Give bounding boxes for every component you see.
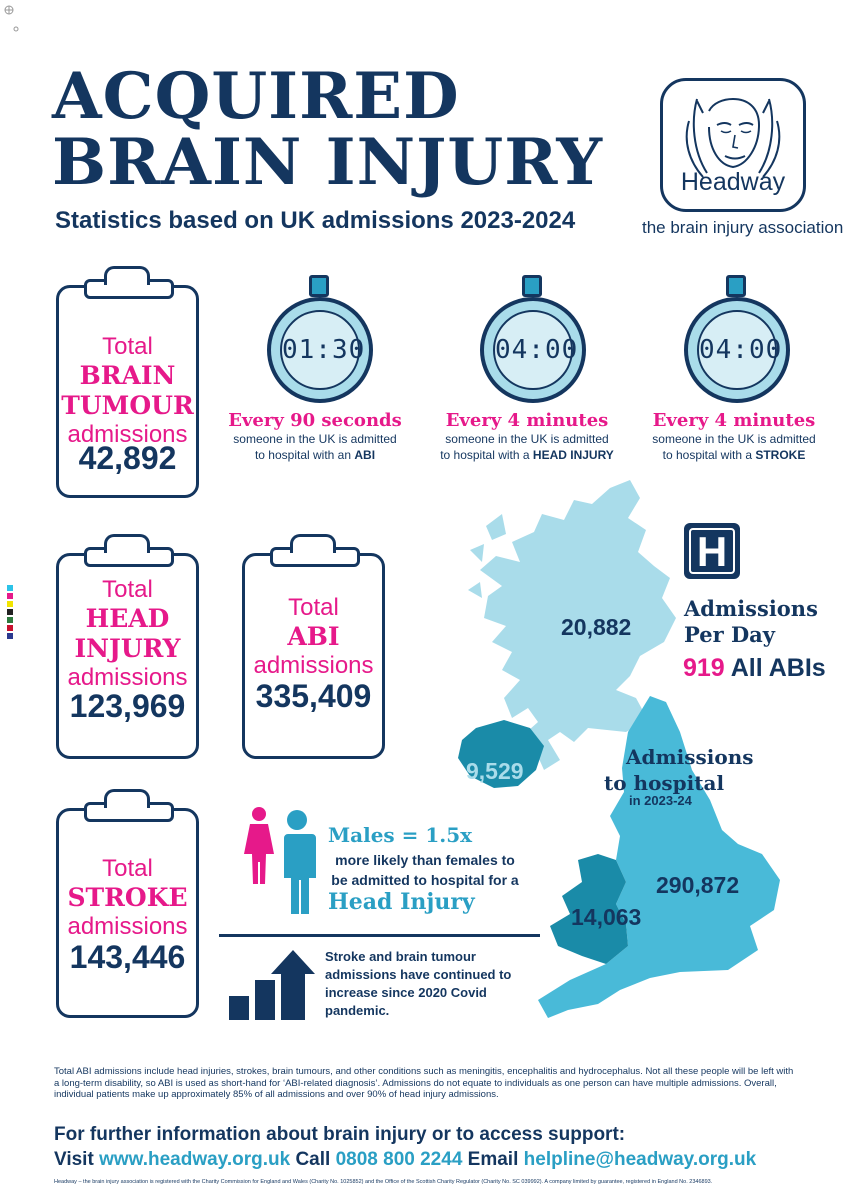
gender-figures [240,806,320,916]
card-line-type-a: BRAIN [79,361,176,390]
card-line-total: Total [102,576,153,603]
page-title [52,59,604,200]
card-line-admissions: admissions [67,913,188,940]
website-link[interactable]: www.headway.org.uk [99,1149,291,1170]
trend-note: Stroke and brain tumour admissions have continued to increase since 2020 Covid pandemic. [325,949,512,1018]
apd-line1: Admissions [684,596,818,621]
card-line-admissions: admissions [253,652,374,679]
color-bar-yellow [7,601,13,607]
color-bar-blue [7,633,13,639]
timer-1 [263,275,373,400]
email-label: Email [467,1149,519,1170]
clipboard-clip-tab [104,534,150,553]
stopwatch-icon [480,297,586,403]
timer-sub-text: to hospital with a [662,448,756,462]
rising-bars-arrow-icon [227,948,315,1022]
clipboard-clip-tab [104,789,150,808]
card-line-total: Total [102,855,153,882]
card-line-total: Total [102,333,153,360]
title-line-2: BRAIN INJURY [52,125,604,200]
card-label [59,333,196,449]
timer-sub-line1: someone in the UK is admitted [652,432,816,446]
timer-display: 04:00 [699,335,783,365]
timer-2 [476,275,586,400]
divider [219,934,540,937]
card-line-total: Total [288,594,339,621]
card-value: 42,892 [78,440,177,476]
stopwatch-dial [280,310,366,390]
admissions-to-hospital-heading [604,744,754,796]
timer-heading: Every 90 seconds [228,410,402,431]
card-line-type-a: ABI [287,622,340,651]
stopwatch-dial [493,310,579,390]
card-line-admissions: admissions [67,421,188,448]
map-value-england: 290,872 [656,872,740,898]
ath-line1: Admissions [626,745,754,769]
timer-display: 04:00 [495,335,579,365]
apd-line2: Per Day [684,622,775,647]
card-label [245,594,382,680]
timer-sub-text: to hospital with an [254,448,355,462]
gender-description [318,850,532,890]
card-value: 123,969 [69,688,186,724]
timer-sub-bold: ABI [354,448,376,462]
call-label: Call [295,1149,331,1170]
timer-sub-text: to hospital with a [440,448,533,462]
color-bar-green [7,617,13,623]
timer-sub-bold: HEAD INJURY [532,448,614,462]
color-bar-red [7,625,13,631]
timer-3-caption [634,410,834,463]
footer-contact [54,1149,756,1171]
timer-display: 01:30 [282,335,366,365]
footnote: Total ABI admissions include head injuries, strokes, brain tumours, and other conditions such as meningitis, encephalitis and hydrocephalus. Not all these people will be left with a long-term disability, so ABI is used as short-hand for ‘ABI-related diagnosis’. Admissions do not equate to individuals as one person can have multiple admissions. Overall, individual patients make up approximately 85% of all admissions and over 90% of head injury admissions. [54,1066,794,1100]
clipboard-clip-tab [290,534,336,553]
gender-sub2: be admitted to hospital for a [331,872,519,888]
timer-1-caption [215,410,415,463]
timer-sub-line1: someone in the UK is admitted [233,432,397,446]
abi-card [242,553,385,759]
timer-button [522,275,542,297]
timer-sub-line2 [634,447,834,463]
brain-tumour-card [56,285,199,498]
footer-question: For further information about brain injury or to access support: [54,1124,626,1145]
email-link[interactable]: helpline@headway.org.uk [523,1149,757,1170]
timer-2-caption [427,410,627,463]
color-bar-cyan [7,585,13,591]
hospital-sign-icon: H [684,523,740,579]
card-label [59,855,196,941]
timer-sub-line2 [427,447,627,463]
female-figure-icon [244,807,274,884]
map-value-northern-ireland: 9,529 [466,758,524,784]
timer-button [309,275,329,297]
color-bar-magenta [7,593,13,599]
card-value: 143,446 [69,939,186,975]
gender-heading: Males = 1.5x [328,823,473,847]
card-label [59,576,196,692]
timer-button [726,275,746,297]
map-value-wales: 14,063 [571,904,642,930]
gender-sub1: more likely than females to [335,852,515,868]
visit-label: Visit [54,1149,94,1170]
page-subtitle: Statistics based on UK admissions 2023-2024 [55,207,576,234]
ath-subheading: in 2023-24 [629,793,692,808]
map-islands [468,514,506,598]
map-value-scotland: 20,882 [561,614,632,640]
logo-name: Headway [680,168,786,196]
ath-line2: to hospital [604,771,725,795]
apd-suffix: All ABIs [730,654,826,682]
admissions-per-day-value [683,654,826,683]
card-value: 335,409 [255,678,372,714]
admissions-per-day-heading [684,596,818,648]
stopwatch-dial [697,310,783,390]
timer-sub-line2 [215,447,415,463]
stopwatch-icon [267,297,373,403]
legal-text: Headway – the brain injury association is registered with the Charity Commission for England and Wales (Charity No. 1025852) and the Office of the Scottish Charity Regulator (Charity No. SC 039992). A company limited by guarantee, registered in England No. 2346893. [54,1179,713,1185]
stroke-card [56,808,199,1018]
title-line-1: ACQUIRED [52,59,460,134]
timer-3 [680,275,790,400]
card-line-type-a: HEAD [85,604,170,633]
male-figure-icon [282,810,316,914]
head-injury-card [56,553,199,759]
card-line-type-a: STROKE [67,883,188,912]
card-line-type-b: TUMOUR [61,391,194,420]
timer-sub-bold: STROKE [755,448,806,462]
gender-highlight: Head Injury [328,889,475,915]
registration-marks [2,2,24,36]
timer-heading: Every 4 minutes [652,410,816,431]
logo-tagline: the brain injury association [642,218,844,237]
color-bar-black [7,609,13,615]
clipboard-clip-tab [104,266,150,285]
card-line-type-b: INJURY [74,634,181,663]
stopwatch-icon [684,297,790,403]
timer-sub-line1: someone in the UK is admitted [445,432,609,446]
apd-number: 919 [683,654,725,682]
phone-link[interactable]: 0808 800 2244 [335,1149,463,1170]
timer-heading: Every 4 minutes [445,410,609,431]
card-line-admissions: admissions [67,664,188,691]
face-hands-icon [663,81,803,181]
